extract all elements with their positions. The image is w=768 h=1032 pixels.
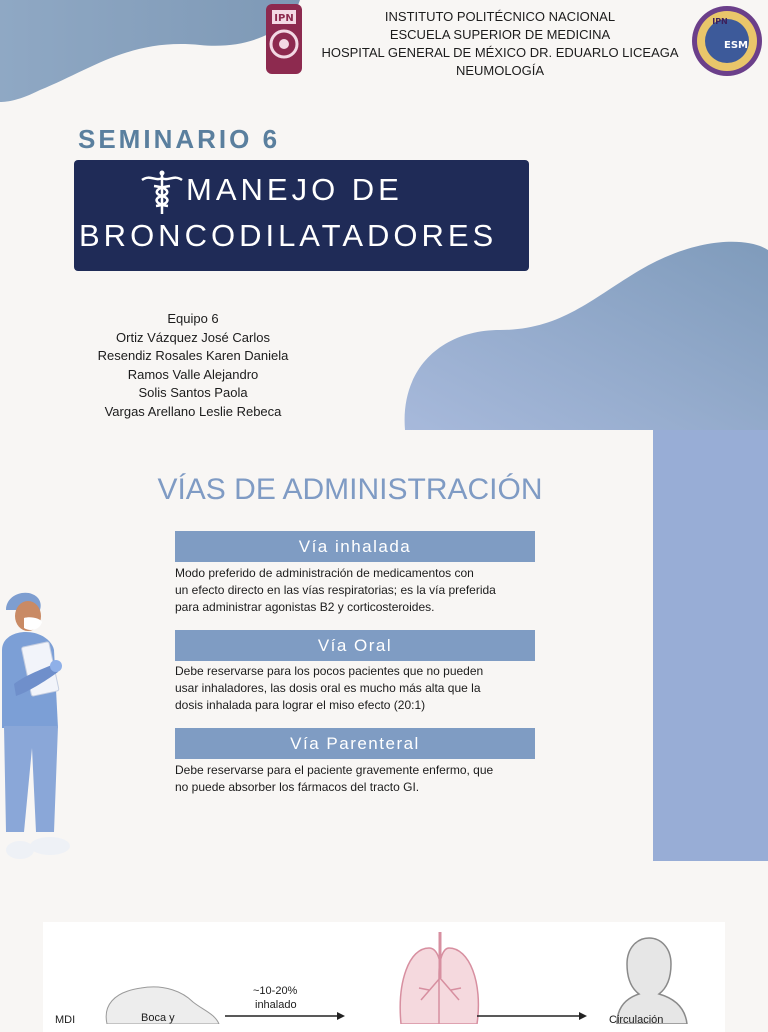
doctor-illustration <box>0 588 80 864</box>
section-title: VÍAS DE ADMINISTRACIÓN <box>157 473 543 506</box>
institution-line: HOSPITAL GENERAL DE MÉXICO DR. EDUARLO LICEAGA <box>321 45 679 60</box>
route-desc-line: dosis inhalada para lograr el miso efecto (20:1) <box>175 698 426 712</box>
title-line-1: MANEJO DE <box>186 172 403 207</box>
title-box <box>74 160 529 271</box>
esm-logo-text: ESM <box>724 40 748 51</box>
route-desc-line: Modo preferido de administración de medicamentos con <box>175 566 474 580</box>
institution-line: ESCUELA SUPERIOR DE MEDICINA <box>389 27 611 42</box>
mouth-label: Boca y <box>141 1012 175 1024</box>
lungs-icon <box>400 932 478 1024</box>
team-member: Resendiz Rosales Karen Daniela <box>97 348 289 363</box>
caduceus-icon <box>138 168 186 216</box>
institution-line: INSTITUTO POLITÉCNICO NACIONAL <box>384 9 616 24</box>
inhaled-label: inhalado <box>255 999 297 1011</box>
route-description-inhalada <box>175 565 537 616</box>
mdi-label: MDI <box>55 1014 76 1026</box>
title-line-2: BRONCODILATADORES <box>79 218 498 253</box>
diagram-graphics <box>43 922 725 1024</box>
route-description-parenteral <box>175 762 537 796</box>
circulation-label: Circulación <box>609 1014 664 1026</box>
route-desc-line: para administrar agonistas B2 y corticosteroides. <box>175 600 435 614</box>
team-member: Ramos Valle Alejandro <box>127 366 259 382</box>
route-header-parenteral: Vía Parenteral <box>175 728 535 759</box>
route-header-inhalada: Vía inhalada <box>175 531 535 562</box>
team-list <box>60 310 326 421</box>
team-name: Equipo 6 <box>167 311 219 326</box>
route-desc-line: Debe reservarse para los pocos pacientes que no pueden <box>175 664 484 678</box>
right-panel <box>653 430 768 861</box>
route-desc-line: no puede absorber los fármacos del tracto GI. <box>175 780 420 794</box>
esm-logo-ipn-text: IPN <box>712 17 728 26</box>
inhaled-percent-label: ~10-20% <box>253 985 298 997</box>
top-left-wave <box>0 0 300 102</box>
route-desc-line: un efecto directo en las vías respiratorias; es la vía preferida <box>175 583 496 597</box>
route-description-oral <box>175 663 537 714</box>
ipn-logo-text: IPN <box>274 13 294 24</box>
team-member: Ortiz Vázquez José Carlos <box>116 329 270 345</box>
team-member: Solis Santos Paola <box>138 385 248 400</box>
seminar-label: SEMINARIO 6 <box>78 124 281 154</box>
route-desc-line: usar inhaladores, las dosis oral es mucho más alta que la <box>175 681 481 695</box>
inhalation-diagram <box>43 922 725 1032</box>
team-member: Vargas Arellano Leslie Rebeca <box>104 403 282 419</box>
institution-header <box>290 8 710 80</box>
institution-line: NEUMOLOGÍA <box>455 63 545 78</box>
route-desc-line: Debe reservarse para el paciente gravemente enfermo, que <box>175 763 494 777</box>
route-header-oral: Vía Oral <box>175 630 535 661</box>
esm-logo-icon <box>690 4 764 78</box>
person-silhouette-icon <box>617 938 687 1024</box>
